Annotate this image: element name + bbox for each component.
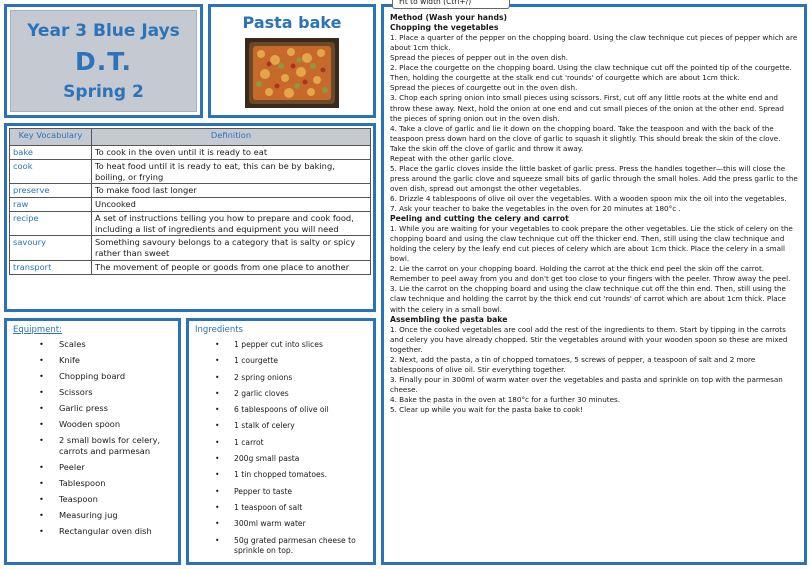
recipe-panel [208, 4, 376, 118]
method-step: 5. Clear up while you wait for the pasta bake to cook! [390, 405, 583, 415]
pasta-bake-photo [245, 38, 339, 108]
method-step: 2. Lie the carrot on your chopping board. Holding the carrot at the thick end peel the skin off the carrot. Remember to peel away from you and don't get too close to your fingers with the peeler. Throw away the peel. [390, 264, 791, 284]
ingredient-item: • 200g small pasta [195, 454, 367, 464]
vocabulary-definition: Uncooked [92, 198, 371, 212]
method-step: 4. Take a clove of garlic and lie it down on the chopping board. Take the teaspoon and with the back of the teaspoon press down hard on the clove of garlic to squash it slightly. This should break the skin of the clove. Take the skin off the clove of garlic and throw it away. [390, 123, 781, 153]
equipment-list [13, 339, 172, 537]
method-section-heading: Chopping the vegetables [390, 23, 499, 33]
ingredient-item: • 1 carrot [195, 438, 367, 448]
vocabulary-row [10, 184, 371, 198]
method-step: Spread the pieces of pepper out in the oven dish. [390, 53, 569, 63]
equipment-panel [4, 318, 181, 565]
vocabulary-header-term: Key Vocabulary [10, 129, 92, 146]
ingredient-item: • 2 garlic cloves [195, 389, 367, 399]
ingredients-panel [186, 318, 376, 565]
method-step: 1. While you are waiting for your vegetables to cook prepare the other vegetables. Lie the stick of celery on the chopping board and using the claw technique cut off the thicker end. Then, still using the claw technique and holding the celery by the leafy end cut pieces of celery which are about 1cm thick. Place the celery in a small bowl. [390, 224, 793, 264]
ingredient-item: • 2 spring onions [195, 373, 367, 383]
equipment-item: • Teaspoon [13, 494, 172, 505]
class-name: Year 3 Blue Jays [27, 20, 180, 41]
ingredient-item: • 1 tin chopped tomatoes. [195, 470, 367, 480]
method-panel [381, 4, 807, 565]
vocabulary-term: preserve [10, 184, 92, 198]
vocabulary-term: bake [10, 146, 92, 160]
vocabulary-row [10, 211, 371, 236]
equipment-item: • 2 small bowls for celery, carrots and parmesan [13, 435, 172, 457]
equipment-item: • Knife [13, 355, 172, 366]
vocabulary-definition: To make food last longer [92, 184, 371, 198]
ingredient-item: • 1 teaspoon of salt [195, 503, 367, 513]
equipment-item: • Garlic press [13, 403, 172, 414]
equipment-item: • Tablespoon [13, 478, 172, 489]
ingredient-item: • Pepper to taste [195, 487, 367, 497]
equipment-item: • Peeler [13, 462, 172, 473]
method-step: 6. Drizzle 4 tablespoons of olive oil over the vegetables. With a wooden spoon mix the oil into the vegetables. [390, 193, 787, 203]
ingredients-list [195, 340, 367, 556]
vocabulary-header-definition: Definition [92, 129, 371, 146]
title-panel [4, 4, 203, 118]
vocabulary-definition: A set of instructions telling you how to prepare and cook food, including a list of ingredients and equipment you will need [92, 211, 371, 236]
method-section-heading: Assembling the pasta bake [390, 314, 508, 324]
vocabulary-term: recipe [10, 211, 92, 236]
method-step: 3. Finally pour in 300ml of warm water over the vegetables and pasta and sprinkle on top with the parmesan cheese. [390, 374, 783, 394]
title-box [10, 10, 197, 112]
ingredient-item: • 1 courgette [195, 356, 367, 366]
method-steps [390, 23, 798, 415]
ingredient-item: • 1 stalk of celery [195, 421, 367, 431]
fit-to-width-button[interactable]: Fit to width (Ctrl+/) [392, 0, 510, 9]
vocabulary-definition: To cook in the oven until it is ready to eat [92, 146, 371, 160]
method-step: 7. Ask your teacher to bake the vegetables in the oven for 20 minutes at 180°c . [390, 203, 681, 213]
ingredient-item: • 6 tablespoons of olive oil [195, 405, 367, 415]
vocabulary-row [10, 146, 371, 160]
subject-title: D.T. [74, 46, 132, 76]
vocabulary-table [9, 128, 371, 275]
method-section-heading: Peeling and cutting the celery and carrot [390, 214, 569, 224]
ingredient-item: • 50g grated parmesan cheese to sprinkle on top. [195, 536, 367, 556]
vocabulary-panel [4, 123, 376, 312]
equipment-item: • Rectangular oven dish [13, 526, 172, 537]
vocabulary-row [10, 236, 371, 261]
method-step: 3. Chop each spring onion into small pieces using scissors. First, cut off any little roots at the white end and throw these away. Next, hold the onion at one end and cut small pieces of the onion at the other end. Spread the pieces of spring onion out in the oven dish. [390, 93, 784, 123]
vocabulary-term: raw [10, 198, 92, 212]
ingredient-item: • 1 pepper cut into slices [195, 340, 367, 350]
equipment-item: • Scales [13, 339, 172, 350]
vocabulary-header-row [10, 129, 371, 146]
vocabulary-term: savoury [10, 236, 92, 261]
equipment-item: • Scissors [13, 387, 172, 398]
term-label: Spring 2 [63, 81, 144, 102]
method-step: Spread the pieces of courgette out in the oven dish. [390, 83, 578, 93]
vocabulary-term: cook [10, 159, 92, 184]
method-step: 3. Lie the carrot on the chopping board and using the claw technique cut off the thin end. Then, still using the claw technique and holding the carrot by the thick end cut 'rounds' of carrot which are about 1cm thick. Place with the celery in a small bowl. [390, 284, 786, 314]
vocabulary-row [10, 261, 371, 275]
ingredient-item: • 300ml warm water [195, 519, 367, 529]
method-heading: Method (Wash your hands) [390, 13, 508, 22]
equipment-item: • Chopping board [13, 371, 172, 382]
method-step: Repeat with the other garlic clove. [390, 153, 515, 163]
recipe-title: Pasta bake [242, 13, 342, 32]
vocabulary-definition: To heat food until it is ready to eat, this can be by baking, boiling, or frying [92, 159, 371, 184]
vocabulary-row [10, 159, 371, 184]
vocabulary-definition: The movement of people or goods from one place to another [92, 261, 371, 275]
equipment-item: • Measuring jug [13, 510, 172, 521]
equipment-heading: Equipment: [13, 325, 63, 335]
ingredients-heading: Ingredients [195, 325, 243, 335]
vocabulary-definition: Something savoury belongs to a category that is salty or spicy rather than sweet [92, 236, 371, 261]
vocabulary-row [10, 198, 371, 212]
method-step: 2. Place the courgette on the chopping board. Using the claw technique cut off the pointed tip of the courgette. Then, holding the courgette at the stalk end cut 'rounds' of courgette which are about 1cm thick. [390, 63, 792, 83]
method-step: 5. Place the garlic cloves inside the little basket of garlic press. Press the handles together—this will close the press around the garlic clove and squeeze small bits of garlic through the small holes. Add the press garlic to the oven dish, spread out amongst the other vegetables. [390, 163, 798, 193]
method-step: 4. Bake the pasta in the oven at 180°c for a further 30 minutes. [390, 394, 621, 404]
method-step: 1. Place a quarter of the pepper on the chopping board. Using the claw technique cut pieces of pepper which are about 1cm thick. [390, 33, 798, 53]
equipment-item: • Wooden spoon [13, 419, 172, 430]
vocabulary-term: transport [10, 261, 92, 275]
method-step: 2. Next, add the pasta, a tin of chopped tomatoes, 5 screws of pepper, a teaspoon of salt and 2 more tablespoons of olive oil. Stir everything together. [390, 354, 756, 374]
method-step: 1. Once the cooked vegetables are cool add the rest of the ingredients to them. Start by tipping in the carrots and celery you have already chopped. Stir the vegetables around with your wooden spoon so these are mixed together. [390, 324, 788, 354]
